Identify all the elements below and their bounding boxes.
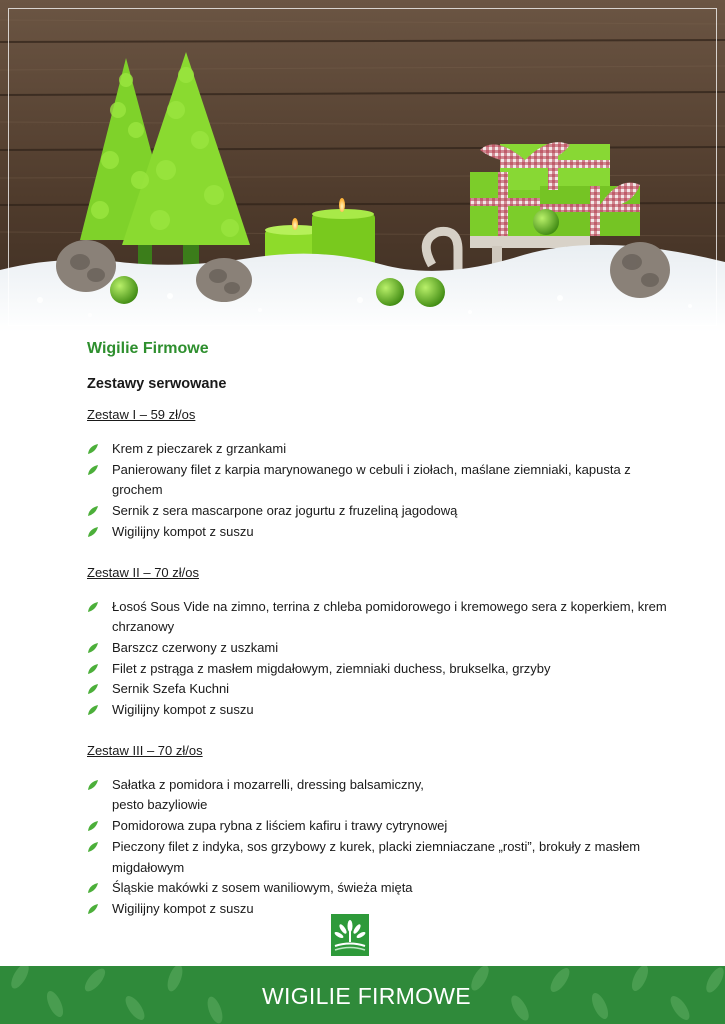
leaf-bullet-icon: [87, 903, 99, 915]
list-item: Śląskie makówki z sosem waniliowym, świeża mięta: [87, 878, 687, 899]
list-item: Wigilijny kompot z suszu: [87, 700, 687, 721]
list-item: Sałatka z pomidora i mozarrelli, dressing balsamiczny, pesto bazyliowie: [87, 775, 687, 816]
list-item: Krem z pieczarek z grzankami: [87, 439, 687, 460]
list-item: Wigilijny kompot z suszu: [87, 899, 687, 920]
leaf-bullet-icon: [87, 505, 99, 517]
set-2-items: [87, 597, 687, 721]
leaf-bullet-icon: [87, 601, 99, 613]
leaf-bullet-icon: [87, 663, 99, 675]
leaf-bullet-icon: [87, 526, 99, 538]
green-leaf-logo: [331, 914, 369, 956]
leaf-bullet-icon: [87, 841, 99, 853]
leaf-bullet-icon: [87, 443, 99, 455]
set-heading-1: Zestaw I – 59 zł/os: [87, 407, 196, 422]
list-item: Pieczony filet z indyka, sos grzybowy z kurek, placki ziemniaczane „rosti”, brokuły z masłem migdałowym: [87, 837, 687, 878]
christmas-decorations-photo: [0, 0, 725, 332]
list-item: Barszcz czerwony z uszkami: [87, 638, 687, 659]
list-item: Pomidorowa zupa rybna z liściem kafiru i trawy cytrynowej: [87, 816, 687, 837]
set-heading-3: Zestaw III – 70 zł/os: [87, 742, 203, 758]
footer-banner: [0, 966, 725, 1024]
leaf-bullet-icon: [87, 642, 99, 654]
leaf-bullet-icon: [87, 464, 99, 476]
list-item: Wigilijny kompot z suszu: [87, 522, 687, 543]
hero-image: [0, 0, 725, 332]
list-item: Sernik z sera mascarpone oraz jogurtu z fruzeliną jagodową: [87, 501, 687, 522]
list-item: Sernik Szefa Kuchni: [87, 679, 687, 700]
set-1-items: [87, 439, 687, 543]
leaf-logo-icon: [331, 914, 369, 956]
leaf-bullet-icon: [87, 779, 99, 791]
list-item: Łosoś Sous Vide na zimno, terrina z chleba pomidorowego i kremowego sera z koperkiem, krem chrzanowy: [87, 597, 687, 638]
list-item: Panierowany filet z karpia marynowanego w cebuli i ziołach, maślane ziemniaki, kapusta z grochem: [87, 460, 687, 501]
leaf-bullet-icon: [87, 683, 99, 695]
menu-content: [87, 336, 687, 920]
set-3-items: [87, 775, 687, 920]
set-heading-2: Zestaw II – 70 zł/os: [87, 564, 199, 580]
leaf-bullet-icon: [87, 882, 99, 894]
footer-title: WIGILIE FIRMOWE: [262, 983, 471, 1009]
leaf-bullet-icon: [87, 820, 99, 832]
page-title: Wigilie Firmowe: [87, 340, 209, 357]
section-title: Zestawy serwowane: [87, 376, 227, 392]
list-item: Filet z pstrąga z masłem migdałowym, ziemniaki duchess, brukselka, grzyby: [87, 659, 687, 680]
leaf-bullet-icon: [87, 704, 99, 716]
